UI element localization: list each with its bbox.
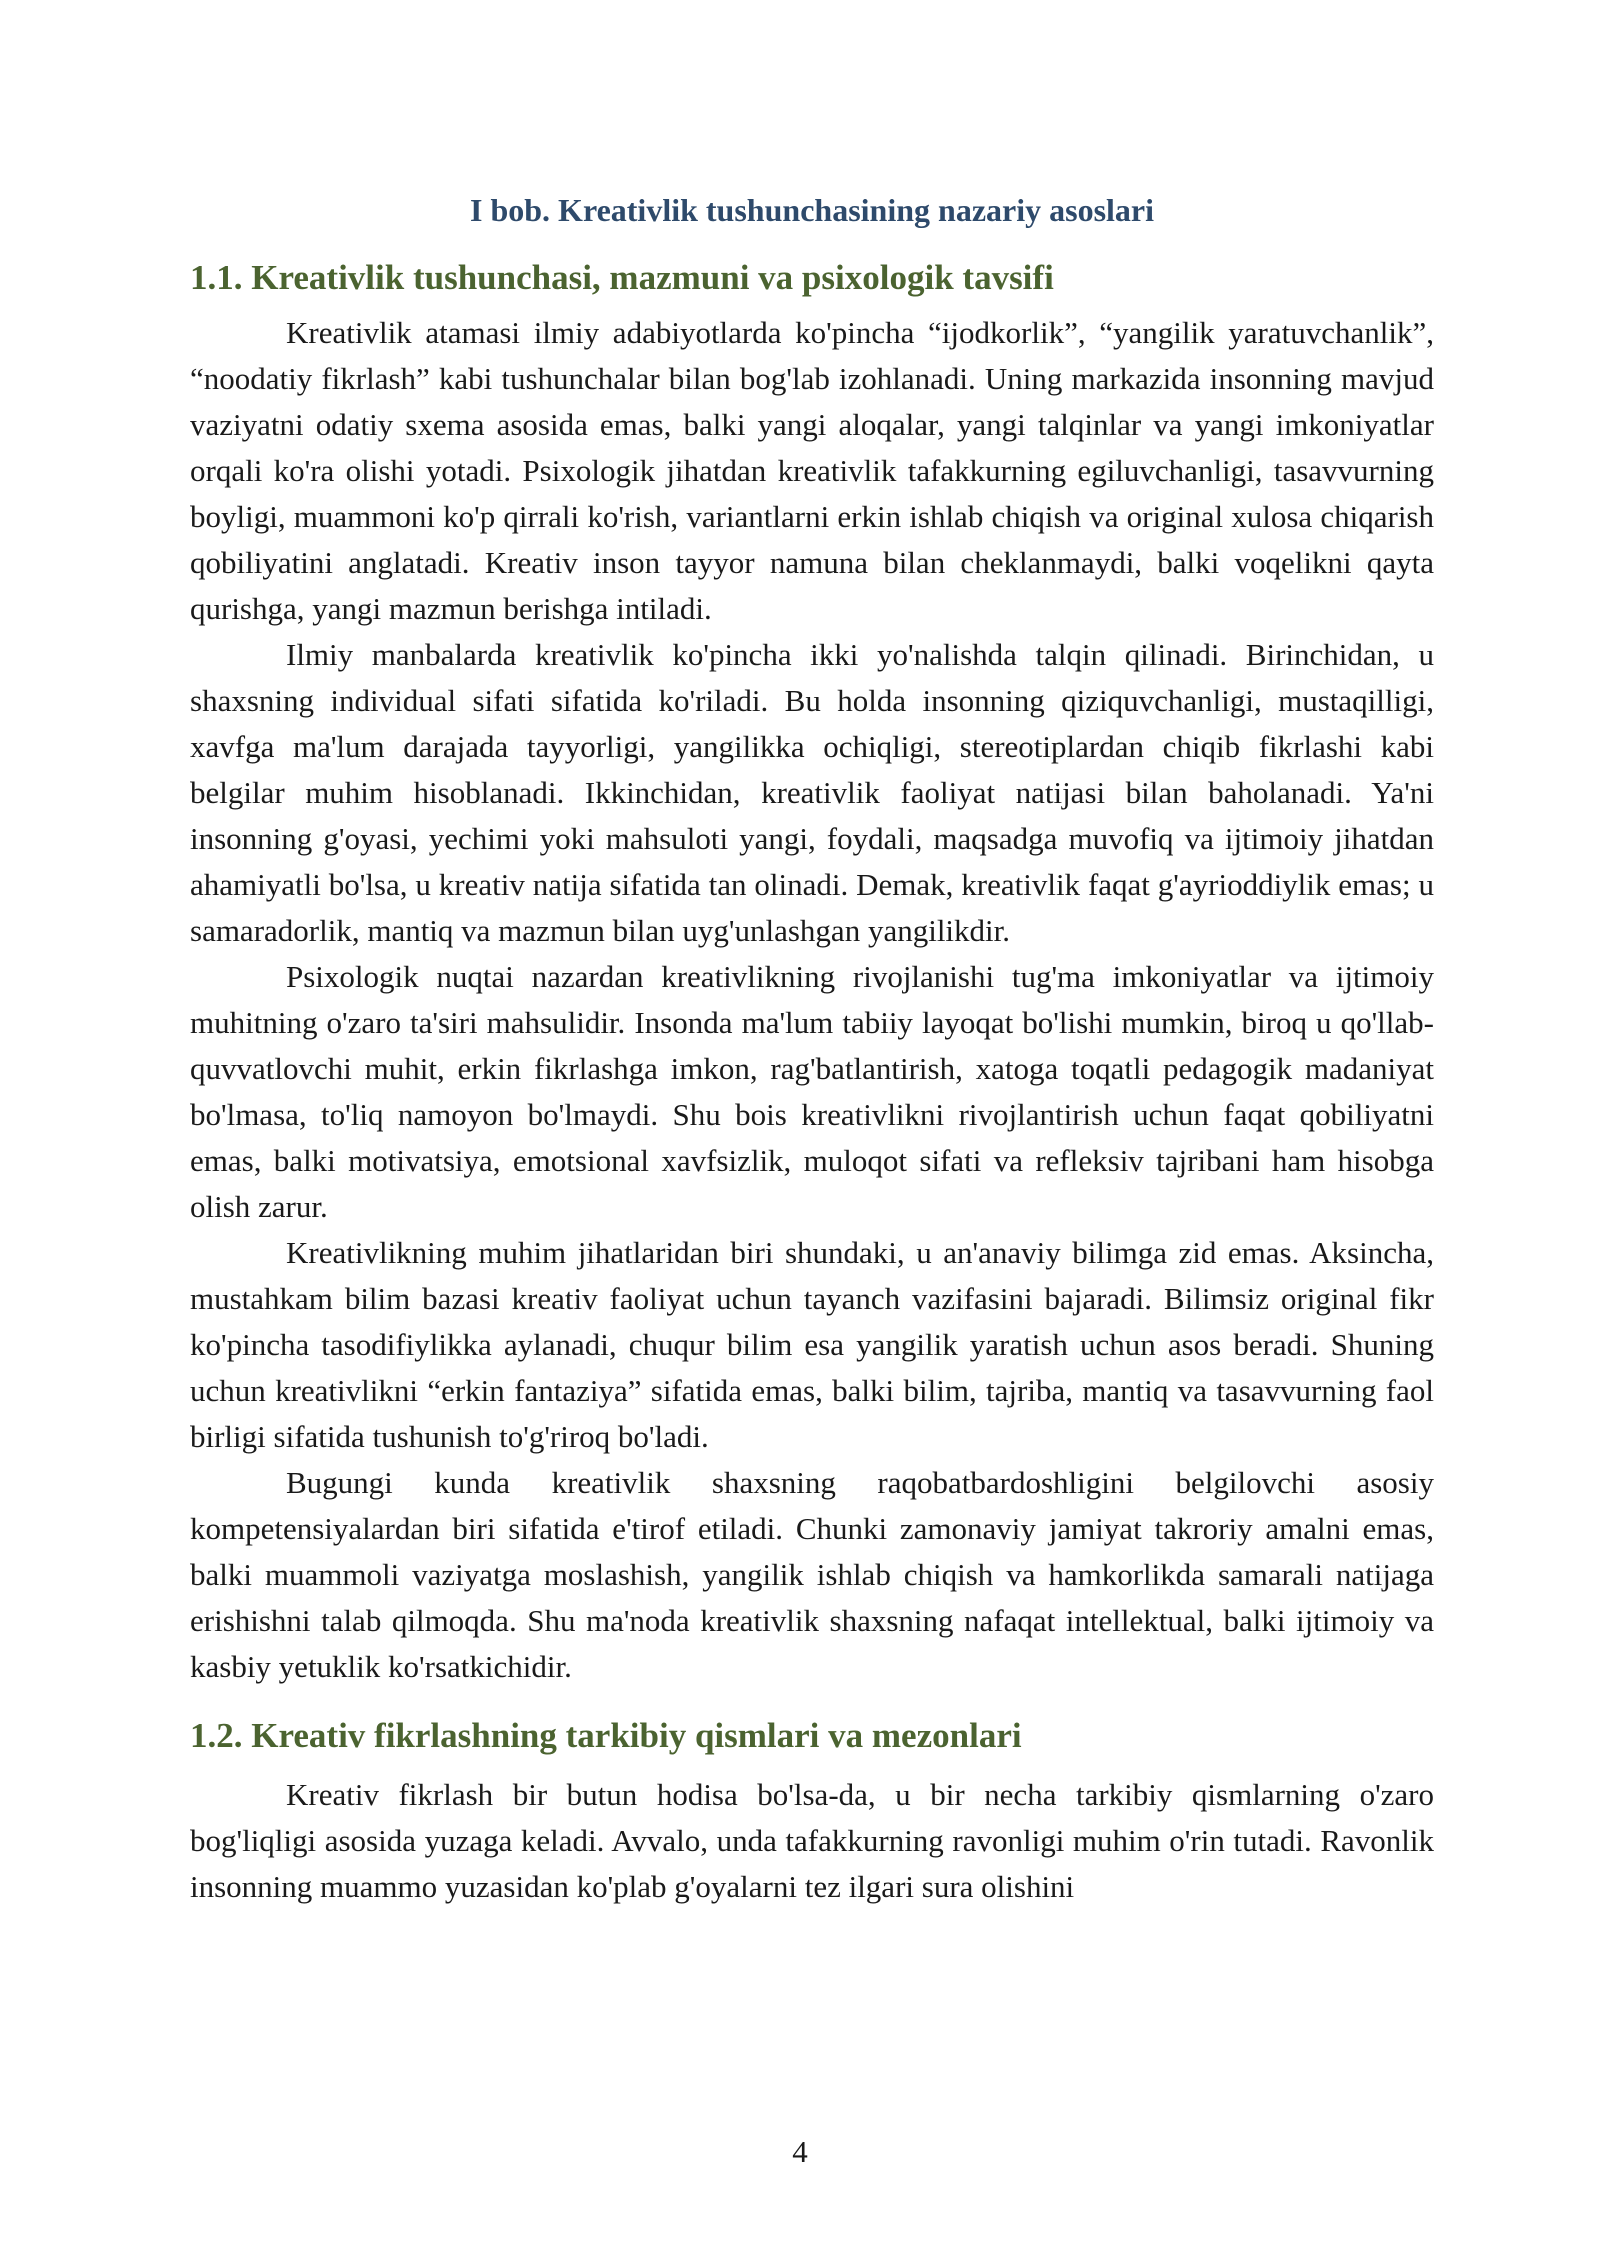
chapter-title: I bob. Kreativlik tushunchasining nazariy asoslari [470,192,1154,228]
section-title: 1.2. Kreativ fikrlashning tarkibiy qismlari va mezonlari [190,1716,1022,1755]
paragraph: Kreativ fikrlash bir butun hodisa bo'lsa-da, u bir necha tarkibiy qismlarning o'zaro bog'liqligi asosida yuzaga keladi. Avvalo, unda tafakkurning ravonligi muhim o'rin tutadi. Ravonlik insonning muammo yuzasidan ko'plab g'oyalarni tez ilgari sura olishini [190,1777,1434,1904]
paragraph: Kreativlik atamasi ilmiy adabiyotlarda ko'pincha “ijodkorlik”, “yangilik yaratuvchanlik”, “noodatiy fikrlash” kabi tushunchalar bilan bog'lab izohlanadi. Uning markazida insonning mavjud vaziyatni odatiy sxema asosida emas, balki yangi aloqalar, yangi talqinlar va yangi imkoniyatlar orqali ko'ra olishi yotadi. Psixologik jihatdan kreativlik tafakkurning egiluvchanligi, tasavvurning boyligi, muammoni ko'p qirrali ko'rish, variantlarni erkin ishlab chiqish va original xulosa chiqarish qobiliyatini anglatadi. Kreativ inson tayyor namuna bilan cheklanmaydi, balki voqelikni qayta qurishga, yangi mazmun berishga intiladi. [190,315,1434,626]
paragraph: Psixologik nuqtai nazardan kreativlikning rivojlanishi tug'ma imkoniyatlar va ijtimoiy muhitning o'zaro ta'siri mahsulidir. Insonda ma'lum tabiiy layoqat bo'lishi mumkin, biroq u qo'llab-quvvatlovchi muhit, erkin fikrlashga imkon, rag'batlantirish, xatoga toqatli pedagogik madaniyat bo'lmasa, to'liq namoyon bo'lmaydi. Shu bois kreativlikni rivojlantirish uchun faqat qobiliyatni emas, balki motivatsiya, emotsional xavfsizlik, muloqot sifati va refleksiv tajribani ham hisobga olish zarur. [190,959,1434,1224]
page-number: 4 [792,2134,808,2169]
section-title: 1.1. Kreativlik tushunchasi, mazmuni va psixologik tavsifi [190,258,1054,297]
paragraph: Kreativlikning muhim jihatlaridan biri shundaki, u an'anaviy bilimga zid emas. Aksincha, mustahkam bilim bazasi kreativ faoliyat uchun tayanch vazifasini bajaradi. Bilimsiz original fikr ko'pincha tasodifiylikka aylanadi, chuqur bilim esa yangilik yaratish uchun asos beradi. Shuning uchun kreativlikni “erkin fantaziya” sifatida emas, balki bilim, tajriba, mantiq va tasavvurning faol birligi sifatida tushunish to'g'riroq bo'ladi. [190,1235,1434,1454]
paragraph: Ilmiy manbalarda kreativlik ko'pincha ikki yo'nalishda talqin qilinadi. Birinchidan, u shaxsning individual sifati sifatida ko'riladi. Bu holda insonning qiziquvchanligi, mustaqilligi, xavfga ma'lum darajada tayyorligi, yangilikka ochiqligi, stereotiplardan chiqib fikrlashi kabi belgilar muhim hisoblanadi. Ikkinchidan, kreativlik faoliyat natijasi bilan baholanadi. Ya'ni insonning g'oyasi, yechimi yoki mahsuloti yangi, foydali, maqsadga muvofiq va ijtimoiy jihatdan ahamiyatli bo'lsa, u kreativ natija sifatida tan olinadi. Demak, kreativlik faqat g'ayrioddiylik emas; u samaradorlik, mantiq va mazmun bilan uyg'unlashgan yangilikdir. [190,637,1434,948]
paragraph: Bugungi kunda kreativlik shaxsning raqobatbardoshligini belgilovchi asosiy kompetensiyalardan biri sifatida e'tirof etiladi. Chunki zamonaviy jamiyat takroriy amalni emas, balki muammoli vaziyatga moslashish, yangilik ishlab chiqish va hamkorlikda samarali natijaga erishishni talab qilmoqda. Shu ma'noda kreativlik shaxsning nafaqat intellektual, balki ijtimoiy va kasbiy yetuklik ko'rsatkichidir. [190,1465,1434,1684]
document-page [190,188,1434,1910]
